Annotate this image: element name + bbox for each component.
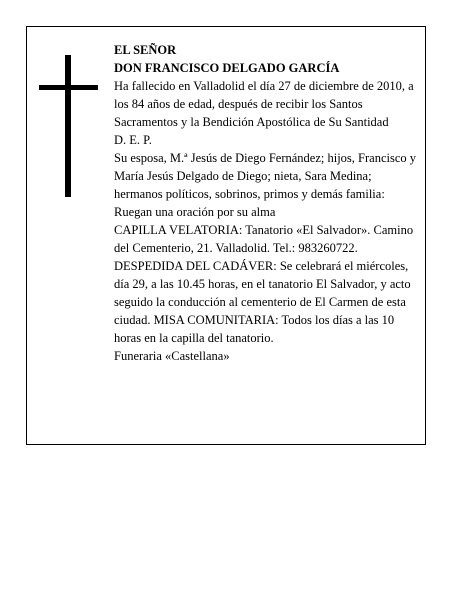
family-list: Su esposa, M.ª Jesús de Diego Fernández; hijos, Francisco y María Jesús Delgado de Diego; nieta, Sara Medina; hermanos políticos, sobrinos, primos y demás familia: — [114, 151, 417, 201]
dep-line: D. E. P. — [114, 133, 152, 147]
chapel-info: CAPILLA VELATORIA: Tanatorio «El Salvador». Camino del Cementerio, 21. Valladolid. Tel.: 983260722. — [114, 223, 414, 255]
cross-horizontal-bar — [39, 85, 98, 90]
notice-text — [114, 41, 420, 365]
cross-icon — [39, 55, 98, 197]
obituary-notice — [26, 26, 426, 445]
cross-vertical-bar — [65, 55, 71, 197]
notice-title-line2: DON FRANCISCO DELGADO GARCÍA — [114, 61, 340, 75]
death-announcement: Ha fallecido en Valladolid el día 27 de diciembre de 2010, a los 84 años de edad, después de recibir los Santos Sacramentos y la Bendición Apostólica de Su Santidad — [114, 79, 414, 129]
farewell-info: DESPEDIDA DEL CADÁVER: Se celebrará el miércoles, día 29, a las 10.45 horas, en el tanatorio El Salvador, y acto seguido la conducción al cementerio de El Carmen de esta ciudad. MISA COMUNITARIA: Todos los días a las 10 horas en la capilla del tanatorio. — [114, 259, 411, 345]
funeral-home: Funeraria «Castellana» — [114, 349, 230, 363]
notice-title-line1: EL SEÑOR — [114, 43, 177, 57]
prayer-request: Ruegan una oración por su alma — [114, 205, 276, 219]
